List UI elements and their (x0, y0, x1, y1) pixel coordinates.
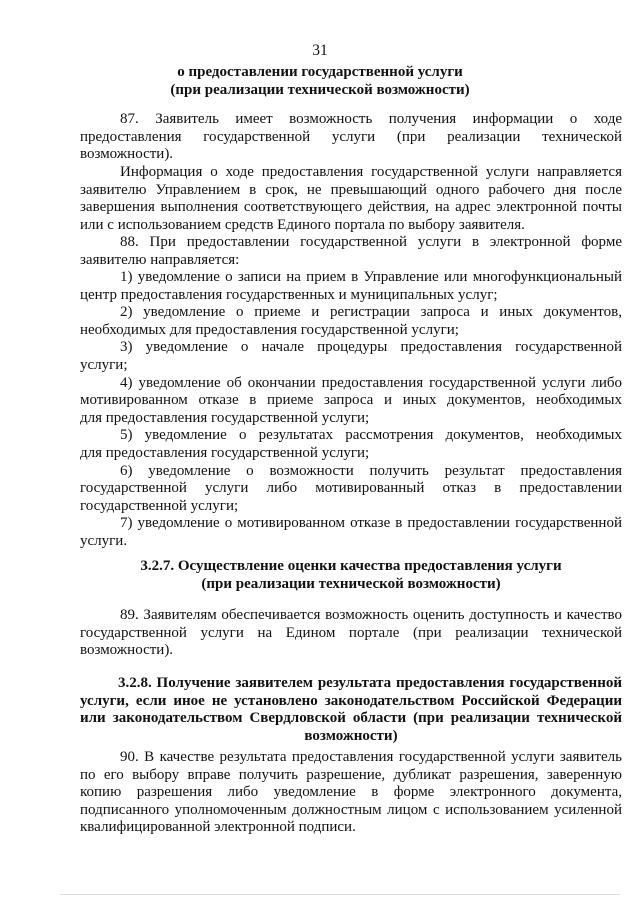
list-item-continuation: для предоставления государственной услуги; (80, 409, 370, 426)
text-line: 90. В качестве результата предоставления государственной услуги заявитель (120, 749, 622, 765)
list-item: 6) уведомление о возможности получить результат предоставления (120, 462, 622, 479)
heading-line: или законодательством Свердловской области (при реализации технической (80, 710, 622, 727)
paragraph-information (80, 164, 622, 234)
list-item: 3) уведомление о начале процедуры предоставления государственной (120, 339, 622, 356)
list-item: 5) уведомление о результатах рассмотрения документов, необходимых (120, 427, 622, 444)
section-heading-electronic-status (60, 64, 580, 99)
text-line: предоставления государственной услуги (при реализации технической (80, 128, 622, 145)
text-line: 87. Заявитель имеет возможность получения информации о ходе (120, 111, 622, 127)
list-item-continuation: необходимых для предоставления государственной услуги; (80, 321, 459, 338)
list-item: 2) уведомление о приеме и регистрации запроса и иных документов, (120, 304, 622, 321)
list-item-continuation: мотивированном отказе в приеме запроса и иных документов, необходимых (80, 392, 622, 409)
text-line: завершения выполнения соответствующего действия, на адрес электронной почты (80, 199, 622, 216)
text-line: Информация о ходе предоставления государственной услуги направляется (120, 164, 622, 180)
text-line: квалифицированной электронной подписи. (80, 819, 356, 836)
paragraph-87 (80, 111, 622, 164)
list-item-continuation: услуги; (80, 356, 128, 373)
heading-line: возможности) (304, 727, 398, 744)
paragraph-89 (80, 607, 622, 660)
text-line: заявителю направляется: (80, 251, 240, 268)
list-item-continuation: для предоставления государственной услуги; (80, 444, 370, 461)
text-line: возможности). (80, 146, 174, 163)
heading-line: услуги, если иное не установлено законодательством Российской Федерации (80, 692, 622, 709)
text-line: 89. Заявителям обеспечивается возможность оценить доступность и качество (120, 607, 622, 623)
text-line: подписанного уполномоченным должностным лицом с использованием усиленной (80, 801, 622, 818)
paragraph-90 (80, 749, 622, 837)
list-item: 7) уведомление о мотивированном отказе в предоставлении государственной (120, 515, 622, 532)
text-line: возможности). (80, 642, 174, 659)
section-heading-3-2-7 (80, 558, 622, 593)
section-heading-3-2-8 (80, 675, 622, 745)
list-item-continuation: центр предоставления государственных и муниципальных услуг; (80, 286, 498, 303)
heading-line: 3.2.7. Осуществление оценки качества предоставления услуги (140, 558, 562, 574)
text-line: по его выбору вправе получить разрешение, дубликат разрешения, заверенную (80, 766, 622, 783)
text-line: государственной услуги на Едином портале (при реализации технической (80, 624, 622, 641)
heading-line: 3.2.8. Получение заявителем результата предоставления государственной (118, 675, 622, 691)
list-item-continuation: услуги. (80, 532, 128, 549)
page-number: 31 (312, 42, 328, 59)
heading-line: о предоставлении государственной услуги (177, 64, 463, 80)
list-item: 1) уведомление о записи на прием в Управление или многофункциональный (120, 269, 622, 285)
heading-line: (при реализации технической возможности) (170, 81, 470, 98)
notification-list (80, 269, 622, 551)
list-item-continuation: государственной услуги; (80, 497, 239, 514)
text-line: копию разрешения либо уведомление в форме электронного документа, (80, 784, 622, 801)
text-line: или с использованием средств Единого портала по выбору заявителя. (80, 216, 525, 233)
heading-line: (при реализации технической возможности) (201, 575, 501, 592)
list-item-continuation: государственной услуги либо мотивированный отказ в предоставлении (80, 480, 622, 497)
text-line: заявителю Управлением в срок, не превышающий одного рабочего дня после (80, 181, 622, 198)
scan-artifact-line (60, 894, 620, 895)
list-item: 4) уведомление об окончании предоставления государственной услуги либо (120, 374, 622, 391)
paragraph-88 (80, 234, 622, 269)
text-line: 88. При предоставлении государственной услуги в электронной форме (120, 234, 622, 250)
